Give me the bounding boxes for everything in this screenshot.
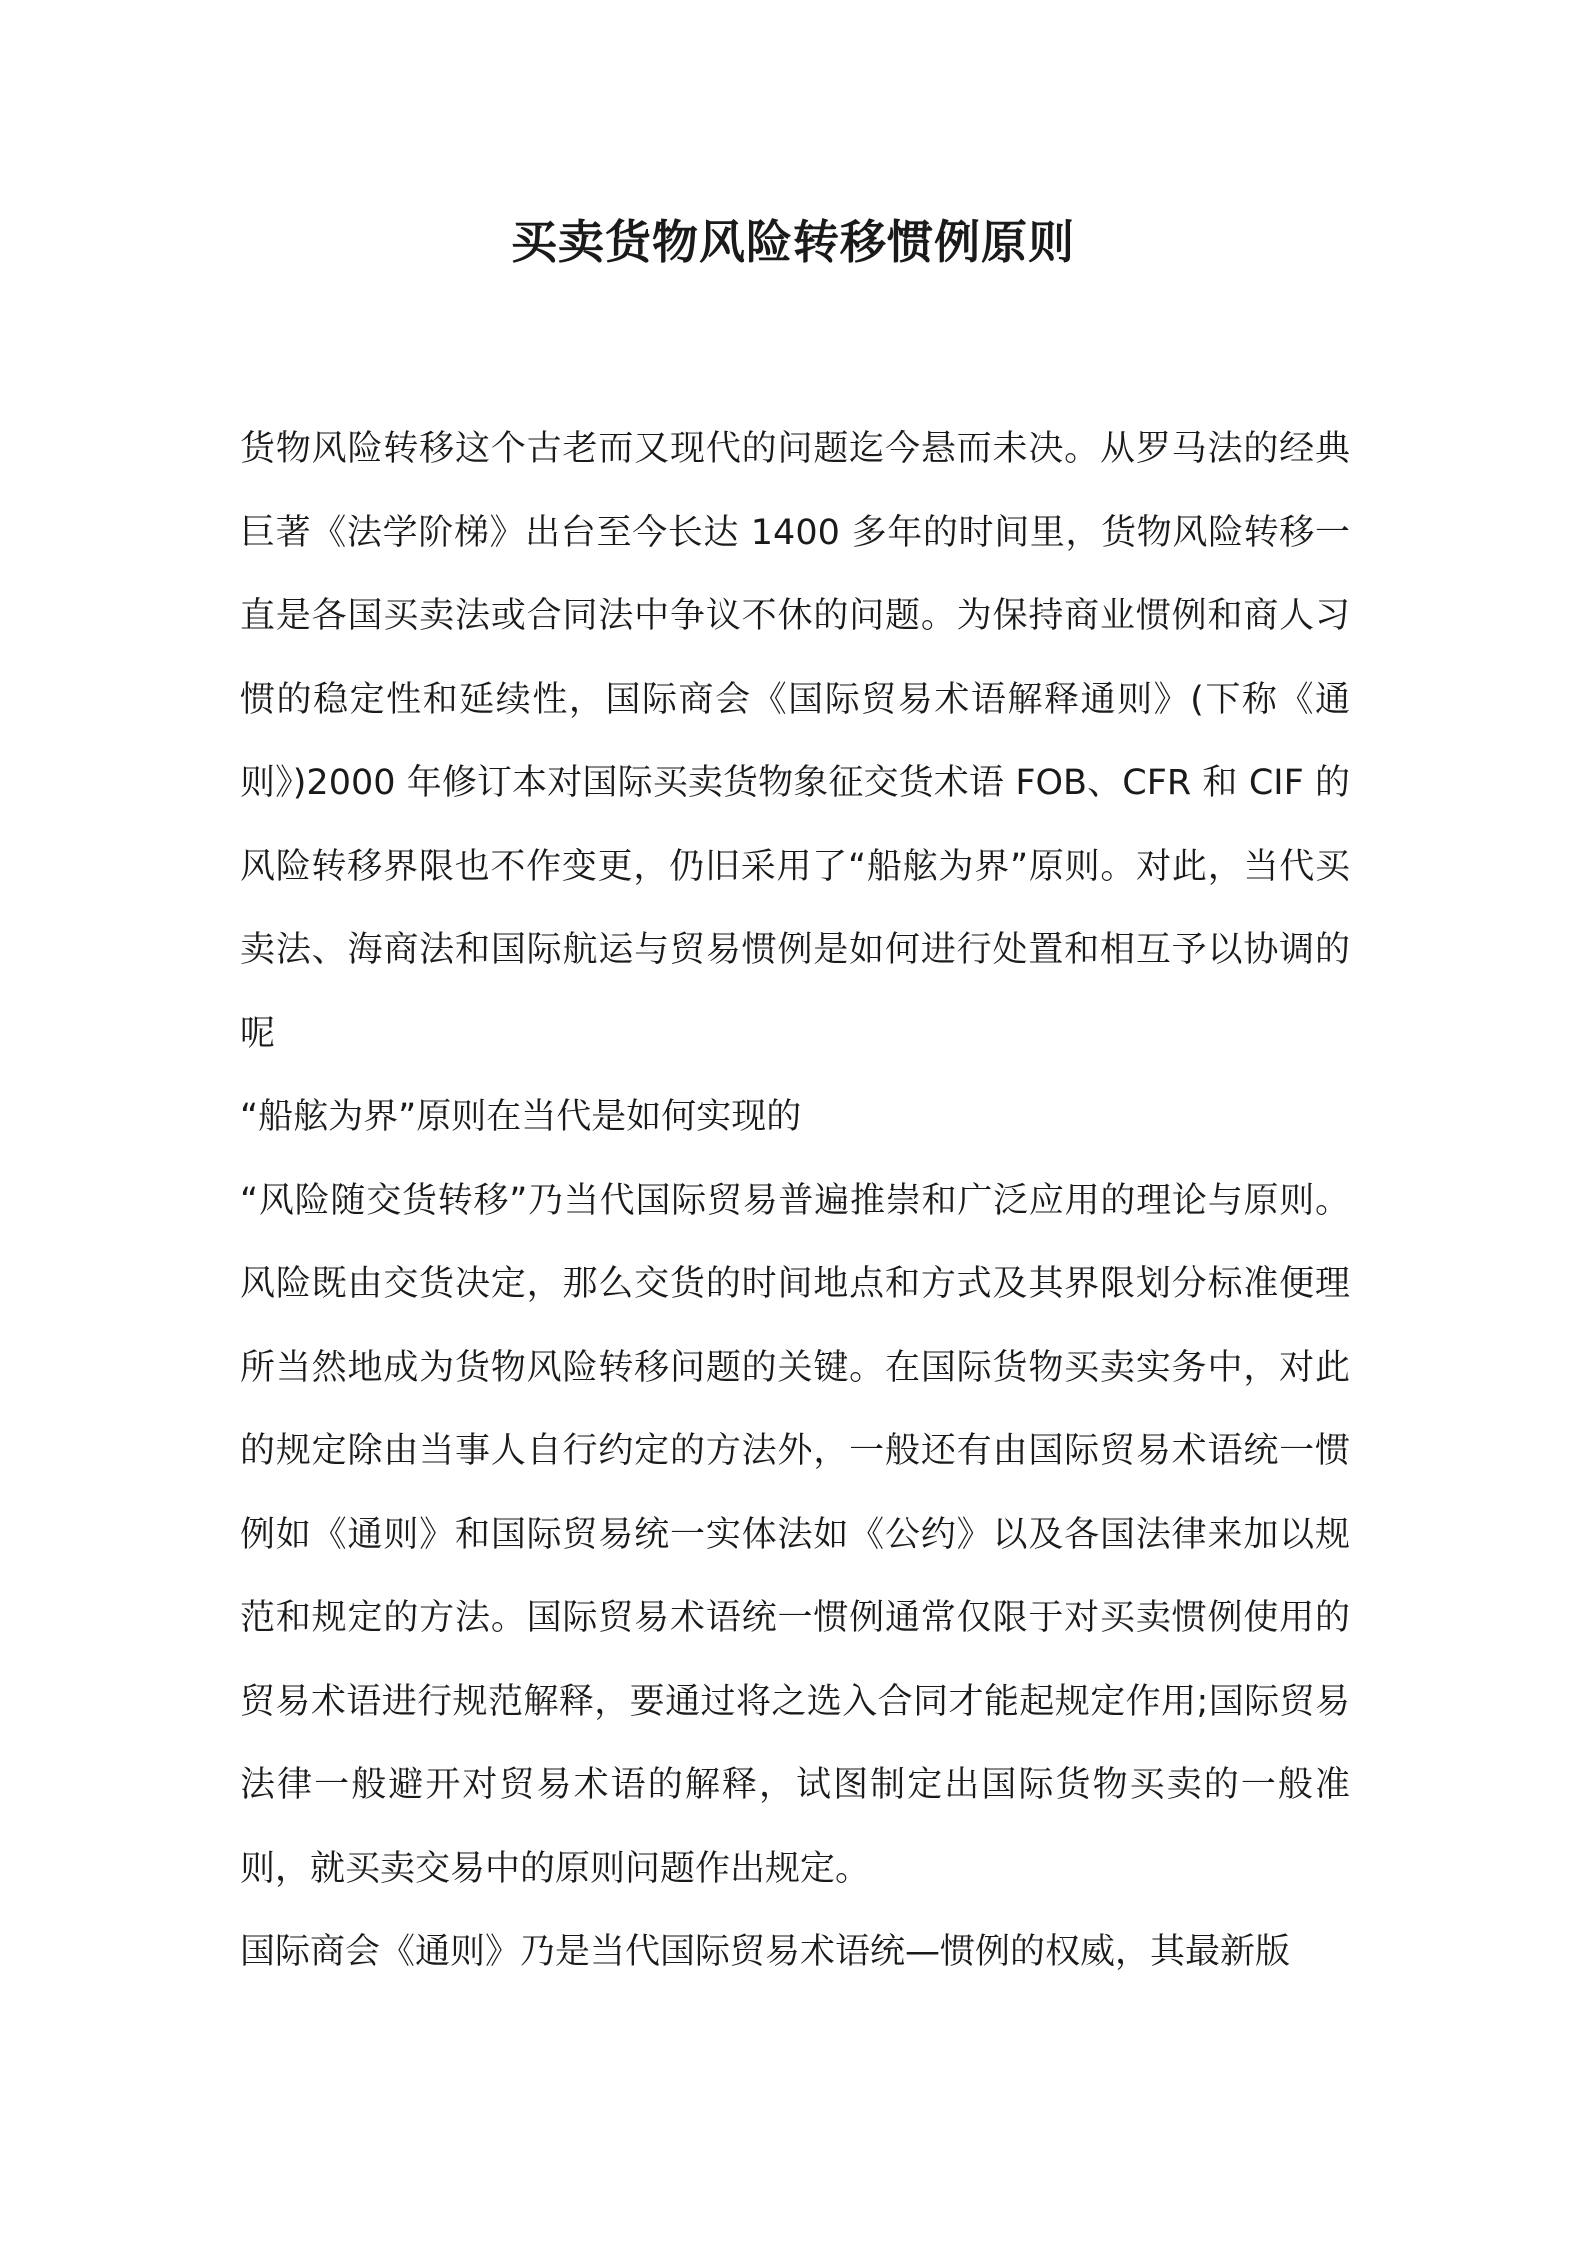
paragraph-icc-incoterms: 国际商会《通则》乃是当代国际贸易术语统—惯例的权威，其最新版	[240, 1932, 1291, 1972]
document-body	[240, 408, 1350, 1995]
paragraph-heading: “船舷为界”原则在当代是如何实现的	[240, 1097, 802, 1137]
document-title: 买卖货物风险转移惯例原则	[511, 215, 1075, 269]
paragraph-risk-delivery: “风险随交货转移”乃当代国际贸易普遍推崇和广泛应用的理论与原则。风险既由交货决定，那么交货的时间地点和方式及其界限划分标准便理所当然地成为货物风险转移问题的关键。在国际货物买卖实务中，对此的规定除由当事人自行约定的方法外，一般还有由国际贸易术语统一惯例如《通则》和国际贸易统一实体法如《公约》以及各国法律来加以规范和规定的方法。国际贸易术语统一惯例通常仅限于对买卖惯例使用的贸易术语进行规范解释，要通过将之选入合同才能起规定作用;国际贸易法律一般避开对贸易术语的解释，试图制定出国际货物买卖的一般准则，就买卖交易中的原则问题作出规定。	[240, 1180, 1350, 1889]
paragraph-intro: 货物风险转移这个古老而又现代的问题迄今悬而未决。从罗马法的经典巨著《法学阶梯》出台至今长达 1400 多年的时间里，货物风险转移一直是各国买卖法或合同法中争议不休的问题。为保持商业惯例和商人习惯的稳定性和延续性，国际商会《国际贸易术语解释通则》(下称《通则》)2000 年修订本对国际买卖货物象征交货术语 FOB、CFR 和 CIF 的风险转移界限也不作变更，仍旧采用了“船舷为界”原则。对此，当代买卖法、海商法和国际航运与贸易惯例是如何进行处置和相互予以协调的呢	[240, 429, 1350, 1054]
